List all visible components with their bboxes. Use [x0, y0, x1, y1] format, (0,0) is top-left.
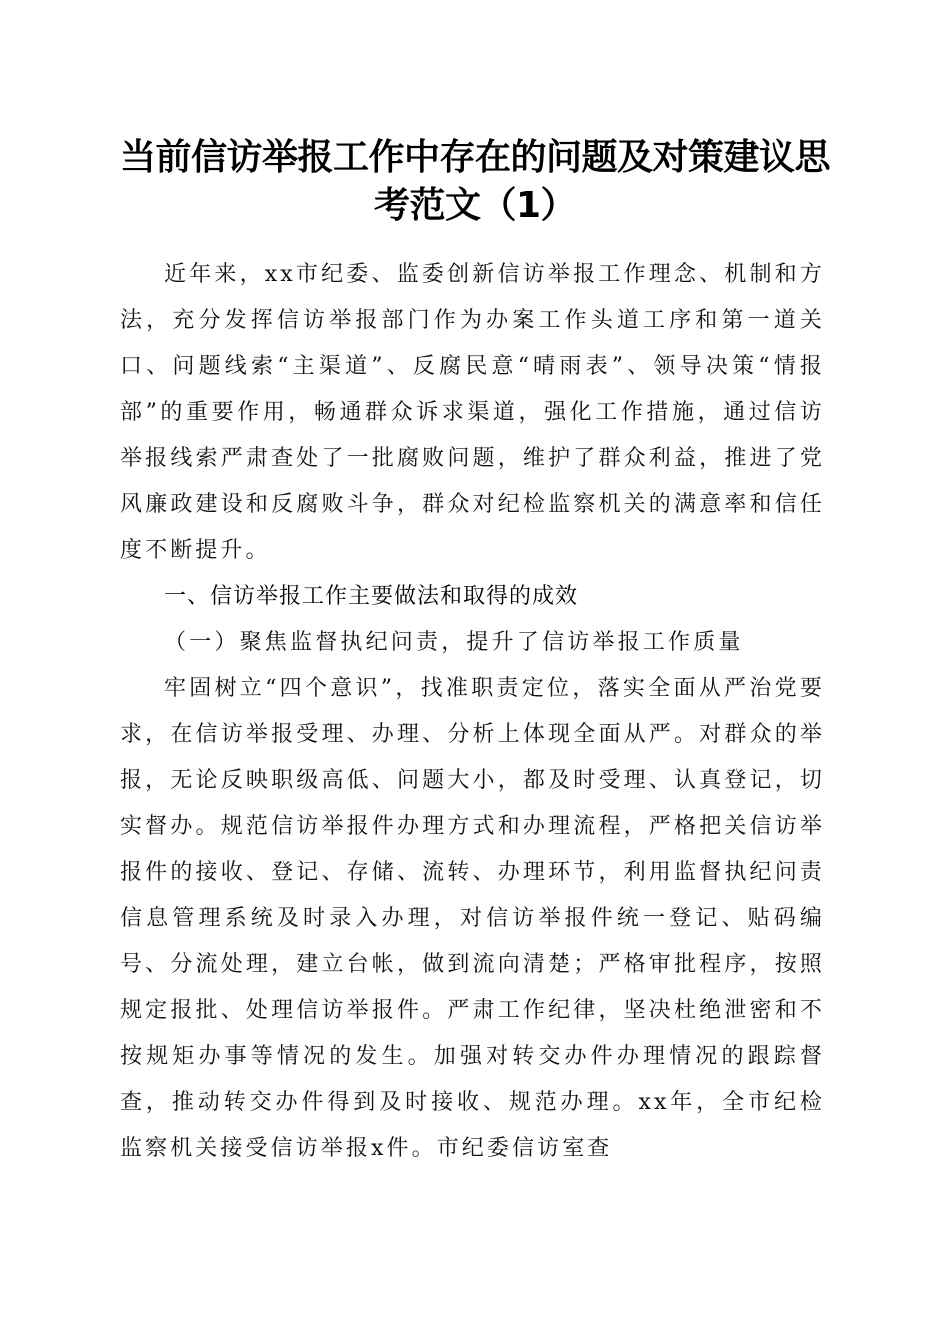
document-title: [100, 134, 850, 230]
title-line-2: 考范文（1）: [373, 185, 577, 226]
title-line-1: 当前信访举报工作中存在的问题及对策建议思: [119, 137, 830, 178]
subsection-1-paragraph: 牢固树立“四个意识”，找准职责定位，落实全面从严治党要求，在信访举报受理、办理、分析上体现全面从严。对群众的举报，无论反映职级高低、问题大小，都及时受理、认真登记，切实督办。规范信访举报件办理方式和办理流程，严格把关信访举报件的接收、登记、存储、流转、办理环节，利用监督执纪问责信息管理系统及时录入办理，对信访举报件统一登记、贴码编号、分流处理，建立台帐，做到流向清楚；严格审批程序，按照规定报批、处理信访举报件。严肃工作纪律，坚决杜绝泄密和不按规矩办事等情况的发生。加强对转交办件办理情况的跟踪督查，推动转交办件得到及时接收、规范办理。xx年，全市纪检监察机关接受信访举报x件。市纪委信访室查: [120, 676, 825, 1161]
document-body: [120, 252, 825, 1172]
intro-paragraph: 近年来，xx市纪委、监委创新信访举报工作理念、机制和方法，充分发挥信访举报部门作为办案工作头道工序和第一道关口、问题线索“主渠道”、反腐民意“晴雨表”、领导决策“情报部”的重要作用，畅通群众诉求渠道，强化工作措施，通过信访举报线索严肃查处了一批腐败问题，维护了群众利益，推进了党风廉政建设和反腐败斗争，群众对纪检监察机关的满意率和信任度不断提升。: [120, 262, 825, 563]
section-1-heading: 一、信访举报工作主要做法和取得的成效: [164, 584, 579, 609]
subsection-1-heading: （一）聚焦监督执纪问责，提升了信访举报工作质量: [164, 630, 744, 655]
